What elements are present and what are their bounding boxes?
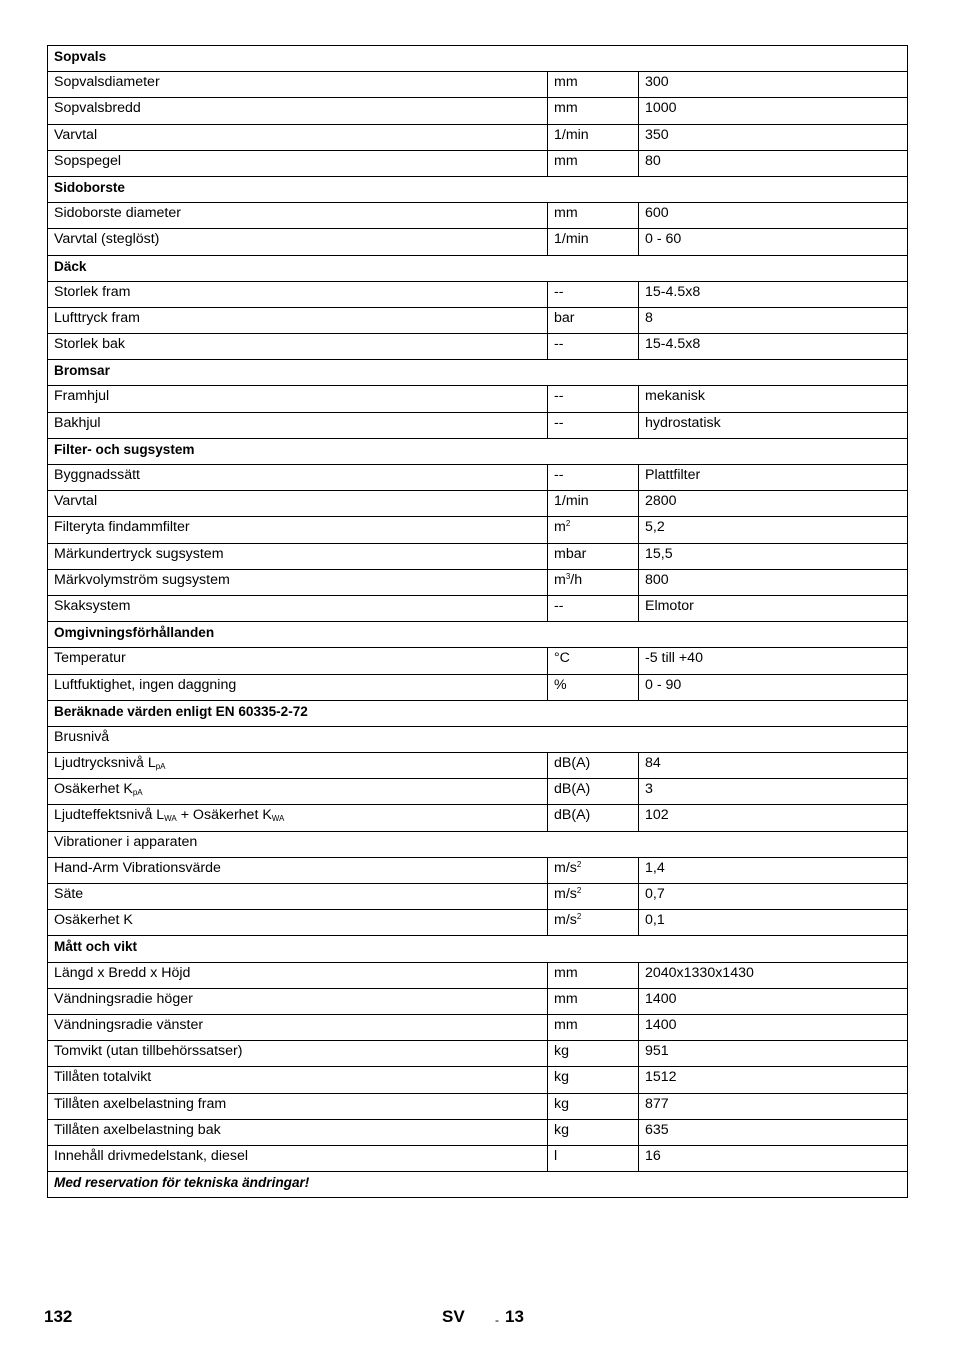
spec-unit-text: -- — [554, 414, 564, 431]
spec-label — [48, 595, 548, 621]
table-row — [48, 124, 908, 150]
spec-unit-text: mm — [554, 990, 578, 1007]
spec-unit-text: 1/min — [554, 493, 589, 510]
section-title: Bromsar — [48, 360, 908, 386]
spec-label-text: Innehåll drivmedelstank, diesel — [54, 1147, 249, 1164]
spec-unit — [548, 857, 639, 883]
spec-label-text: Varvtal — [54, 493, 98, 510]
section-header-row — [48, 936, 908, 962]
spec-label-text: Framhjul — [54, 388, 110, 405]
spec-unit-suffix: /h — [570, 571, 583, 588]
section-title: Filter- och sugsystem — [48, 438, 908, 464]
spec-unit-text: mm — [554, 205, 578, 222]
section-title: Beräknade värden enligt EN 60335-2-72 — [48, 700, 908, 726]
spec-label — [48, 150, 548, 176]
spec-value: -5 till +40 — [639, 648, 908, 674]
spec-label — [48, 1041, 548, 1067]
section-title: Däck — [48, 255, 908, 281]
section-page-number: 13 — [505, 1307, 524, 1326]
section-header-row — [48, 360, 908, 386]
spec-label — [48, 857, 548, 883]
spec-label — [48, 569, 548, 595]
spec-label — [48, 910, 548, 936]
spec-unit — [548, 1067, 639, 1093]
spec-value: 102 — [639, 805, 908, 831]
technical-data-body — [48, 46, 908, 1198]
table-row — [48, 72, 908, 98]
spec-label-text: Märkundertryck sugsystem — [54, 545, 224, 562]
spec-unit-text: -- — [554, 388, 564, 405]
spec-label-text: Osäkerhet K — [54, 781, 133, 798]
spec-unit-text: dB(A) — [554, 755, 591, 772]
table-row — [48, 1067, 908, 1093]
spec-label-subscript: WA — [164, 814, 177, 824]
spec-unit-text: m/s — [554, 886, 577, 902]
spec-label-text: Storlek fram — [54, 283, 131, 300]
spec-unit-superscript: 2 — [576, 859, 582, 869]
section-title: Sidoborste — [48, 176, 908, 202]
spec-label — [48, 988, 548, 1014]
spec-value: Elmotor — [639, 595, 908, 621]
table-row — [48, 412, 908, 438]
spec-label-text: Längd x Bredd x Höjd — [54, 964, 191, 981]
spec-unit — [548, 334, 639, 360]
spec-label — [48, 307, 548, 333]
spec-unit — [548, 72, 639, 98]
spec-value: 0 - 90 — [639, 674, 908, 700]
spec-value: 80 — [639, 150, 908, 176]
spec-value: 1400 — [639, 1014, 908, 1040]
spec-unit — [548, 98, 639, 124]
spec-label-text: Märkvolymström sugsystem — [54, 571, 230, 588]
spec-unit — [548, 203, 639, 229]
spec-value: 2800 — [639, 491, 908, 517]
table-row — [48, 98, 908, 124]
spec-label — [48, 779, 548, 805]
spec-unit — [548, 124, 639, 150]
table-row — [48, 595, 908, 621]
spec-label-text: Sidoborste diameter — [54, 205, 181, 222]
table-row — [48, 543, 908, 569]
spec-value: 1512 — [639, 1067, 908, 1093]
section-title: Omgivningsförhållanden — [48, 622, 908, 648]
spec-value: 15,5 — [639, 543, 908, 569]
spec-value: 84 — [639, 753, 908, 779]
table-row — [48, 779, 908, 805]
spec-label — [48, 674, 548, 700]
spec-unit — [548, 648, 639, 674]
section-header-row — [48, 255, 908, 281]
spec-label — [48, 203, 548, 229]
spec-unit-text: -- — [554, 597, 564, 614]
spec-value: 800 — [639, 569, 908, 595]
spec-unit — [548, 386, 639, 412]
table-row — [48, 229, 908, 255]
table-row — [48, 307, 908, 333]
language-code: SV — [442, 1307, 465, 1326]
spec-value: 951 — [639, 1041, 908, 1067]
spec-value: 2040x1330x1430 — [639, 962, 908, 988]
table-row — [48, 491, 908, 517]
spec-label — [48, 1093, 548, 1119]
spec-unit-text: bar — [554, 309, 575, 326]
section-header-row — [48, 176, 908, 202]
spec-unit — [548, 491, 639, 517]
spec-unit — [548, 307, 639, 333]
spec-value: 1,4 — [639, 857, 908, 883]
spec-label — [48, 1119, 548, 1145]
spec-label-text: Osäkerhet K — [54, 912, 133, 929]
spec-value: 0,1 — [639, 910, 908, 936]
spec-unit — [548, 674, 639, 700]
spec-unit-text: l — [554, 1147, 558, 1164]
spec-label-subscript: WA — [271, 814, 285, 824]
table-row — [48, 386, 908, 412]
spec-unit — [548, 805, 639, 831]
spec-label — [48, 491, 548, 517]
spec-label-text: Varvtal — [54, 126, 98, 143]
spec-label — [48, 884, 548, 910]
section-header-row — [48, 46, 908, 72]
table-row — [48, 857, 908, 883]
spec-label-text: Luftfuktighet, ingen daggning — [54, 676, 237, 693]
spec-unit — [548, 465, 639, 491]
spec-unit — [548, 910, 639, 936]
spec-label-text: Filteryta findammfilter — [54, 519, 190, 536]
table-row — [48, 648, 908, 674]
table-row — [48, 962, 908, 988]
spec-label-text: Ljudteffektsnivå L — [54, 807, 165, 824]
technical-data-table — [47, 45, 908, 1198]
spec-unit — [548, 1145, 639, 1171]
spec-unit-superscript: 2 — [576, 912, 582, 922]
table-row — [48, 203, 908, 229]
spec-label-text: Lufttryck fram — [54, 309, 140, 326]
spec-label-text: Temperatur — [54, 650, 126, 667]
table-row — [48, 281, 908, 307]
spec-label-text: Varvtal (steglöst) — [54, 231, 160, 248]
spec-unit-text: mm — [554, 152, 578, 169]
spec-unit — [548, 1014, 639, 1040]
spec-unit-text: °C — [554, 650, 570, 667]
spec-value: 16 — [639, 1145, 908, 1171]
spec-unit — [548, 229, 639, 255]
spec-label — [48, 124, 548, 150]
spec-label — [48, 543, 548, 569]
spec-unit-text: mm — [554, 74, 578, 91]
spec-label — [48, 281, 548, 307]
table-row — [48, 465, 908, 491]
spec-label — [48, 412, 548, 438]
spec-label-text: Tillåten totalvikt — [54, 1069, 152, 1086]
table-row — [48, 753, 908, 779]
spec-unit-text: dB(A) — [554, 781, 591, 798]
section-header-row — [48, 700, 908, 726]
spec-unit-text: kg — [554, 1043, 569, 1060]
spec-value: 600 — [639, 203, 908, 229]
spec-label — [48, 1014, 548, 1040]
table-row — [48, 1041, 908, 1067]
spec-unit — [548, 1119, 639, 1145]
spec-unit-text: -- — [554, 467, 564, 483]
table-row — [48, 1093, 908, 1119]
spec-label — [48, 648, 548, 674]
spec-unit — [548, 543, 639, 569]
table-row — [48, 569, 908, 595]
section-title: Sopvals — [48, 46, 908, 72]
spec-label-text: Ljudtrycksnivå L — [54, 755, 156, 772]
spec-value: 3 — [639, 779, 908, 805]
spec-label-subscript: pA — [155, 762, 166, 772]
spec-unit — [548, 412, 639, 438]
footnote-text: Med reservation för tekniska ändringar! — [48, 1172, 908, 1198]
table-row — [48, 150, 908, 176]
spec-value: 8 — [639, 307, 908, 333]
spec-unit — [548, 779, 639, 805]
spec-unit-text: kg — [554, 1069, 569, 1086]
spec-value: 15-4.5x8 — [639, 281, 908, 307]
table-row — [48, 884, 908, 910]
spec-value: 635 — [639, 1119, 908, 1145]
subheading-row — [48, 831, 908, 857]
spec-unit-text: kg — [554, 1121, 569, 1138]
table-row — [48, 1145, 908, 1171]
table-row — [48, 334, 908, 360]
spec-unit — [548, 569, 639, 595]
spec-unit — [548, 517, 639, 543]
spec-value: 350 — [639, 124, 908, 150]
subheading-text: Brusnivå — [48, 726, 908, 752]
spec-unit-text: mbar — [554, 545, 587, 562]
spec-unit-text: m/s — [554, 859, 577, 876]
spec-label-text: Sopspegel — [54, 152, 122, 169]
spec-label — [48, 517, 548, 543]
table-row — [48, 805, 908, 831]
spec-label-text: Vändningsradie höger — [54, 990, 193, 1007]
spec-unit — [548, 1041, 639, 1067]
spec-value: 5,2 — [639, 517, 908, 543]
spec-label-text: Byggnadssätt — [54, 467, 140, 483]
page-number: 132 — [44, 1307, 73, 1326]
spec-value: 15-4.5x8 — [639, 334, 908, 360]
spec-unit — [548, 281, 639, 307]
spec-unit-text: kg — [554, 1095, 569, 1112]
table-row — [48, 517, 908, 543]
spec-label-text: Storlek bak — [54, 336, 125, 353]
footnote-row — [48, 1172, 908, 1198]
spec-value: 877 — [639, 1093, 908, 1119]
spec-label-text: Vändningsradie vänster — [54, 1016, 204, 1033]
spec-label — [48, 465, 548, 491]
spec-label-text: Bakhjul — [54, 414, 101, 431]
spec-unit-superscript: 3 — [565, 571, 571, 581]
spec-unit-text: mm — [554, 964, 578, 981]
spec-unit-text: mm — [554, 1016, 578, 1033]
spec-value: 1400 — [639, 988, 908, 1014]
spec-unit — [548, 1093, 639, 1119]
spec-label — [48, 962, 548, 988]
spec-label-text: Hand-Arm Vibrationsvärde — [54, 859, 221, 876]
spec-value: hydrostatisk — [639, 412, 908, 438]
spec-unit-superscript: 2 — [565, 519, 571, 529]
spec-unit-text: 1/min — [554, 126, 589, 143]
section-header-row — [48, 622, 908, 648]
spec-label-text: Tillåten axelbelastning fram — [54, 1095, 227, 1112]
table-row — [48, 674, 908, 700]
subheading-text: Vibrationer i apparaten — [48, 831, 908, 857]
spec-label-text: Skaksystem — [54, 597, 131, 614]
spec-label — [48, 386, 548, 412]
spec-label — [48, 72, 548, 98]
table-row — [48, 1119, 908, 1145]
subheading-row — [48, 726, 908, 752]
spec-unit — [548, 150, 639, 176]
section-title: Mått och vikt — [48, 936, 908, 962]
spec-label — [48, 753, 548, 779]
spec-unit — [548, 595, 639, 621]
spec-label — [48, 805, 548, 831]
spec-label — [48, 98, 548, 124]
spec-label-text: Sopvalsbredd — [54, 100, 141, 117]
section-header-row — [48, 438, 908, 464]
spec-label — [48, 334, 548, 360]
spec-unit — [548, 884, 639, 910]
spec-unit-text: -- — [554, 336, 564, 353]
spec-value: Plattfilter — [639, 465, 908, 491]
spec-unit-text: % — [554, 676, 567, 693]
spec-unit-text: mm — [554, 100, 578, 117]
spec-unit-text: m — [554, 571, 566, 588]
spec-label-text: Tomvikt (utan tillbehörssatser) — [54, 1043, 243, 1060]
table-row — [48, 988, 908, 1014]
spec-unit-text: 1/min — [554, 231, 589, 248]
spec-unit — [548, 962, 639, 988]
spec-value: 0,7 — [639, 884, 908, 910]
spec-label-text: Sopvalsdiameter — [54, 74, 160, 91]
table-row — [48, 1014, 908, 1040]
spec-unit-text: m/s — [554, 912, 577, 929]
spec-value: 1000 — [639, 98, 908, 124]
table-row — [48, 910, 908, 936]
spec-value: 0 - 60 — [639, 229, 908, 255]
spec-unit — [548, 753, 639, 779]
spec-label — [48, 229, 548, 255]
spec-label-text-cont: + Osäkerhet K — [176, 807, 272, 824]
spec-value: mekanisk — [639, 386, 908, 412]
spec-label-text: Tillåten axelbelastning bak — [54, 1121, 221, 1138]
spec-value: 300 — [639, 72, 908, 98]
page-separator: - — [495, 1313, 499, 1327]
spec-unit-text: dB(A) — [554, 807, 591, 824]
spec-label-text: Säte — [54, 886, 84, 902]
spec-unit-text: m — [554, 519, 566, 536]
spec-label — [48, 1145, 548, 1171]
spec-unit-superscript: 2 — [576, 886, 582, 895]
spec-label-subscript: pA — [132, 788, 143, 798]
spec-label — [48, 1067, 548, 1093]
spec-unit-text: -- — [554, 283, 564, 300]
spec-unit — [548, 988, 639, 1014]
